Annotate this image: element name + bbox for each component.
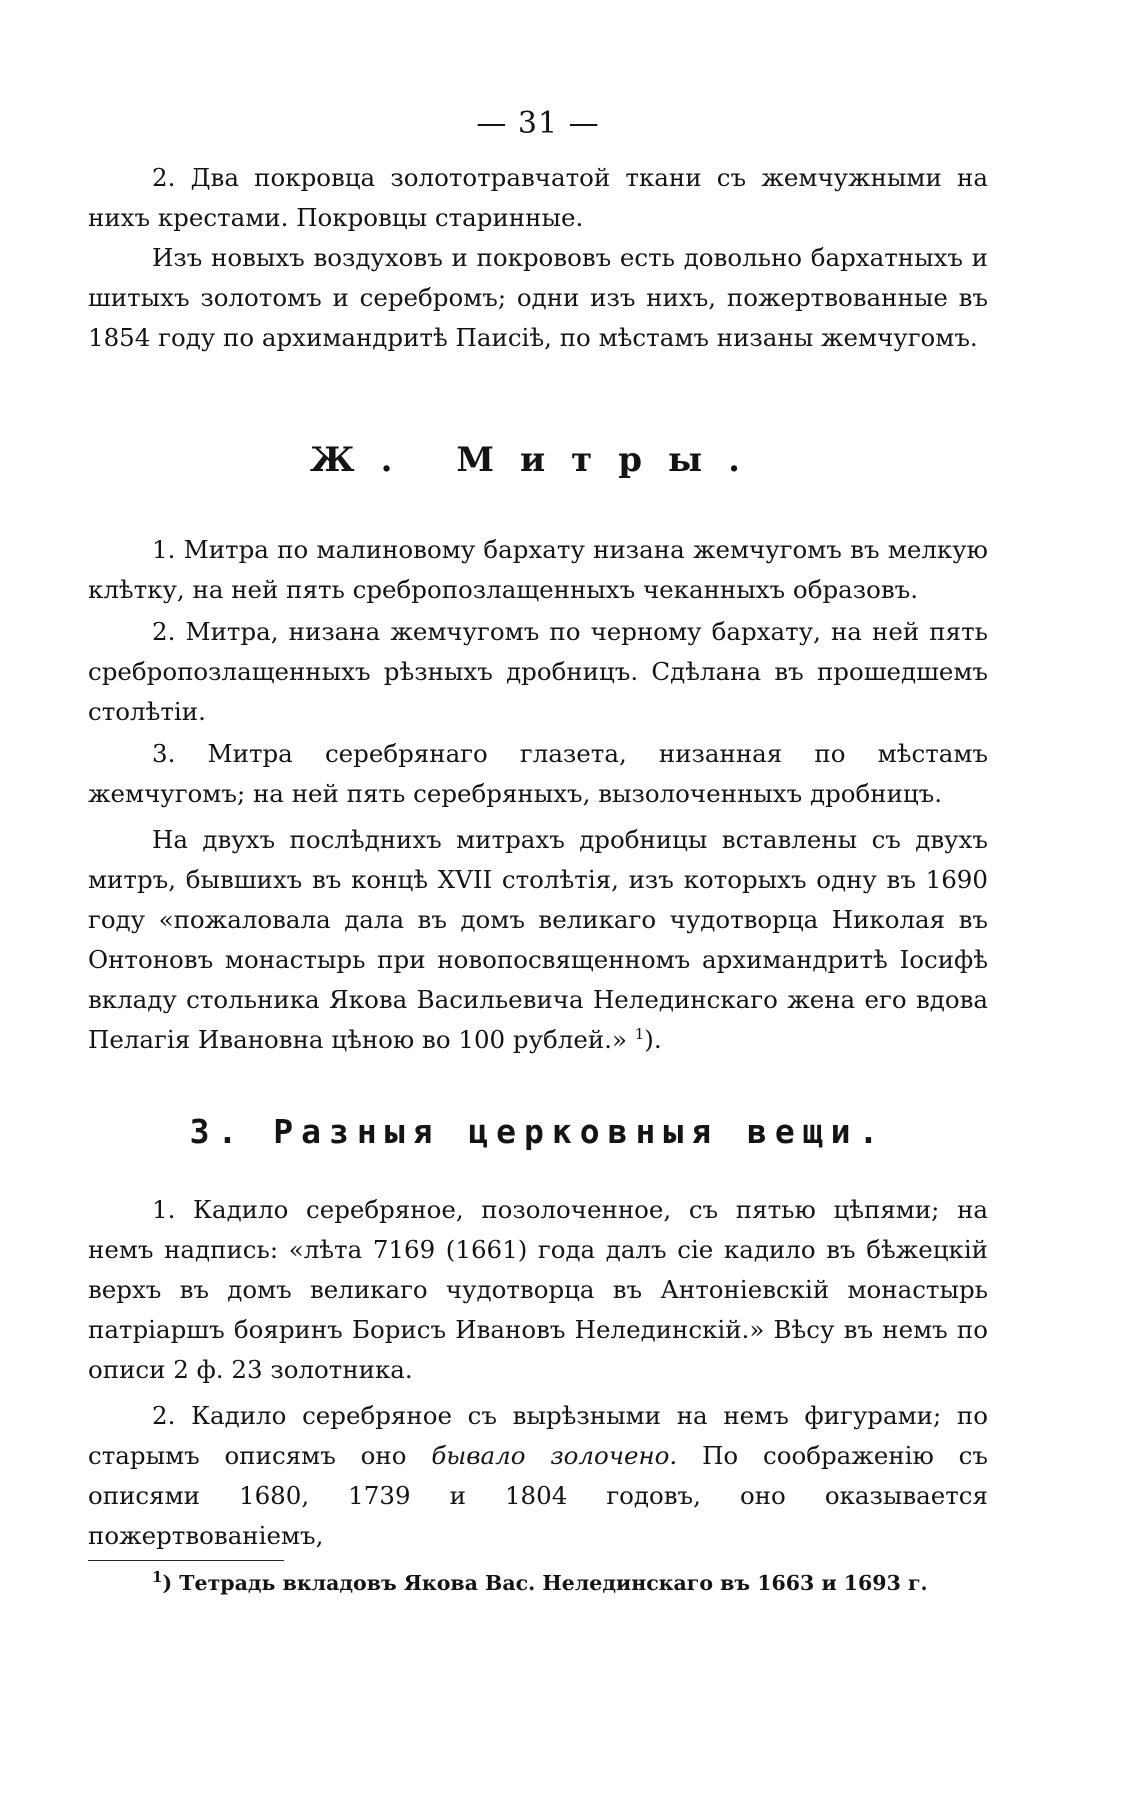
mitra-item-1: 1. Митра по малиновому бархату низана жемчугомъ въ мелкую клѣтку, на ней пять сребропозлащенныхъ чеканныхъ образовъ.: [88, 535, 988, 604]
mitra-history-text: На двухъ послѣднихъ митрахъ дробницы вставлены съ двухъ митръ, бывшихъ въ концѣ XVII столѣтія, изъ которыхъ одну въ 1690 году «пожаловала дала въ домъ великаго чудотворца Николая въ Онтоновъ монастырь при новопосвященномъ архимандритѣ Іосифѣ вкладу стольника Якова Васильевича Нелединскаго жена его вдова Пелагія Ивановна цѣною во 100 рублей.»: [88, 825, 988, 1054]
footnote-divider: [88, 1560, 284, 1561]
mitra-item-2: 2. Митра, низана жемчугомъ по черному бархату, на ней пять сребропозлащенныхъ рѣзныхъ дробницъ. Сдѣлана въ прошедшемъ столѣтіи.: [88, 617, 988, 726]
paragraph-pokrovtsy: 2. Два покровца золототравчатой ткани съ жемчужными на нихъ крестами. Покровцы старинные.: [88, 163, 988, 232]
church-item-1: 1. Кадило серебряное, позолоченное, съ пятью цѣпями; на немъ надпись: «лѣта 7169 (1661) года далъ сіе кадило въ бѣжецкій верхъ въ домъ великаго чудотворца въ Антоніевскій монастырь патріаршъ бояринъ Борисъ Ивановъ Нелединскій.» Вѣсу въ немъ по описи 2 ф. 23 золотника.: [88, 1195, 988, 1384]
footnote-mark: 1: [152, 1568, 163, 1587]
footnote: [152, 1567, 988, 1599]
mitra-history-end: ).: [644, 1025, 662, 1054]
section-heading-church-items: З. Разныя церковныя вещи.: [189, 1112, 887, 1151]
paragraph-vozdukhi: Изъ новыхъ воздуховъ и покрововъ есть довольно бархатныхъ и шитыхъ золотомъ и серебромъ; одни изъ нихъ, пожертвованные въ 1854 году по архимандритѣ Паисіѣ, по мѣстамъ низаны жемчугомъ.: [88, 243, 988, 352]
church-item-2: [88, 1396, 988, 1556]
church-item-2-start: 2. Кадило серебряное съ вырѣзными на немъ фигурами; по старымъ описямъ оно: [88, 1401, 988, 1470]
church-item-2-italic: бывало золочено.: [431, 1441, 678, 1470]
page-number: — 31 —: [476, 106, 600, 141]
mitra-paragraph-history: [88, 820, 988, 1060]
section-heading-mitry: Ж. Митры.: [310, 440, 766, 480]
footnote-reference: 1: [634, 1024, 645, 1043]
church-item-2-end: По соображенію съ описями 1680, 1739 и 1804 годовъ, оно оказывается пожертвованіемъ,: [88, 1441, 988, 1550]
footnote-text: ) Тетрадь вкладовъ Якова Вас. Нелединскаго въ 1663 и 1693 г.: [162, 1571, 928, 1595]
document-page: [88, 0, 988, 1807]
mitra-item-3: 3. Митра серебрянаго глазета, низанная по мѣстамъ жемчугомъ; на ней пять серебряныхъ, вызолоченныхъ дробницъ.: [88, 739, 988, 808]
